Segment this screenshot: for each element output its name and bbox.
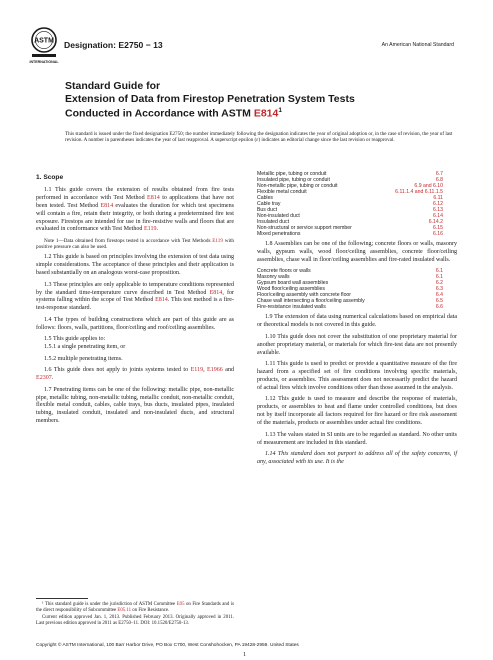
penetrating-item-row-section-link[interactable]: 6.14	[432, 212, 443, 219]
assembly-row-label: Masonry walls	[257, 273, 290, 280]
penetrating-item-row-section-link[interactable]: 6.12	[432, 200, 443, 207]
penetrating-item-row-section-link[interactable]: 6.13	[432, 206, 443, 213]
title-line-3	[65, 105, 365, 120]
assembly-row-label: Gypsum board wall assemblies	[257, 279, 329, 286]
penetrating-item-row-section-link[interactable]: 6.9 and 6.10	[414, 182, 443, 189]
para-1-1: 1.1 This guide covers the extension of results obtained from fire tests performed in accordance with Test Method E814 to applications that have not been tested. Test Method E814 evaluates the duration for which test specimens will contain a fire, retain their integrity, or both during a predetermined fire test exposure. Firestops are intended for use in fire-resistive walls and floors that are evaluated in conformance with Test Method E119.	[36, 186, 234, 233]
penetrating-item-row-section-link[interactable]: 6.14.2	[428, 218, 443, 225]
penetrating-item-row-label: Flexible metal conduit	[257, 188, 307, 195]
assembly-row	[257, 305, 457, 311]
para-1-6: 1.6 This guide does not apply to joints systems tested to E119, E1966 and E2307.	[36, 367, 234, 382]
penetrating-item-row-section-link[interactable]: 6.15	[432, 224, 443, 231]
title-line-3-text: Conducted in Accordance with ASTM	[65, 107, 254, 120]
penetrating-item-row-label: Non-metallic pipe, tubing or conduit	[257, 182, 338, 189]
para-1-12: 1.12 This guide is used to measure and describe the response of materials, products, or assemblies to heat and flame under controlled conditions, but does not by itself incorporate all factors required for fire hazard or fire risk assessment of the materials, products or assemblies under actual fire conditions.	[257, 396, 457, 427]
para-1-13: 1.13 The values stated in SI units are to be regarded as standard. No other units of measurement are included in this standard.	[257, 431, 457, 446]
para-1-14: 1.14 This standard does not purport to address all of the safety concerns, if any, associated with its use. It is the	[257, 451, 457, 465]
copyright-line: Copyright © ASTM International, 100 Barr Harbor Drive, PO Box C700, West Conshohocken, PA 19428-2959. United States	[36, 643, 299, 648]
page-number: 1	[243, 651, 247, 658]
e2307-link[interactable]: E2307	[36, 375, 52, 382]
e814-link[interactable]: E814	[147, 194, 160, 201]
penetrating-item-row-section-link[interactable]: 6.11	[433, 194, 443, 201]
penetrating-item-row-label: Non-structural or service support member	[257, 224, 352, 231]
e119-link[interactable]: E119	[143, 226, 157, 233]
footnotes	[36, 602, 234, 628]
e1966-link[interactable]: E1966	[207, 367, 223, 374]
assembly-row-section-link[interactable]: 6.3	[435, 285, 443, 292]
assembly-row-section-link[interactable]: 6.1	[435, 273, 443, 280]
penetrating-item-row-label: Insulated pipe, tubing or conduit	[257, 176, 330, 183]
e814-link[interactable]: E814	[253, 107, 279, 120]
document-title	[65, 80, 365, 120]
designation: Designation: E2750 − 13	[64, 40, 163, 50]
penetrating-item-row-section-link[interactable]: 6.7	[435, 171, 443, 177]
para-1-5-1: 1.5.1 a single penetrating item, or	[44, 344, 126, 351]
e814-link[interactable]: E814	[100, 202, 114, 209]
svg-text:INTERNATIONAL: INTERNATIONAL	[29, 60, 59, 64]
assembly-row-label: Concrete floors or walls	[257, 267, 311, 274]
assembly-row-label: Chase wall intersecting a floor/ceiling assembly	[257, 297, 365, 304]
para-1-10: 1.10 This guide does not cover the substitution of one proprietary material for another proprietary material, or materials for which fire-test data are not presently available.	[257, 333, 457, 356]
svg-text:ASTM: ASTM	[34, 37, 54, 45]
right-column	[257, 172, 457, 470]
assembly-row-section-link[interactable]: 6.5	[435, 297, 443, 304]
footnote-divider	[36, 598, 88, 599]
penetrating-items-table	[257, 172, 457, 237]
penetrating-item-row-section-link[interactable]: 6.8	[435, 176, 443, 183]
footnote-2: Current edition approved Jan. 1, 2013. Published February 2013. Originally approved in 2011. Last previous edition approved in 2011 as E2750–11. DOI: 10.1520/E2750-13.	[36, 615, 234, 626]
title-line-2: Extension of Data from Firestop Penetration System Tests	[65, 92, 355, 105]
e814-link[interactable]: E814	[209, 289, 223, 296]
para-1-3: 1.3 These principles are only applicable to temperature conditions represented by the standard time-temperature curve described in Test Method E814, for systems falling within the scope of Test Method E814. This test method is a fire-test-response standard.	[36, 281, 235, 312]
standard-org-label: An American National Standard	[381, 42, 454, 48]
para-1-8: 1.8 Assemblies can be one of the following; concrete floors or walls, masonry walls, gypsum walls, wood floor/ceiling assemblies, concrete floor/ceiling assemblies, chase wall in floor/ceiling assemblies and fire-rated insulated walls.	[257, 241, 457, 264]
para-1-7: 1.7 Penetrating items can be one of the following: metallic pipe, non-metallic pipe, metallic tubing, non-metallic tubing, metallic conduit, non-metallic conduit, flexible metal conduit, cables, cable trays, bus ducts, insulated pipes, insulated tubing, insulated conduit, insulated and non-insulated ducts, and structural members.	[36, 386, 234, 425]
assemblies-table	[257, 269, 457, 311]
issuance-statement: This standard is issued under the fixed designation E2750; the number immediately following the designation indicates the year of original adoption or, in the case of revision, the year of last revision. A number in parentheses indicates the year of last reapproval. A superscript epsilon (ε) indicates an editorial change since the last revision or reapproval.	[65, 131, 453, 144]
penetrating-item-row-label: Cables	[257, 194, 274, 201]
section-heading-scope: 1. Scope	[36, 174, 64, 181]
penetrating-item-row-label: Bus duct	[257, 206, 278, 213]
para-1-5-2: 1.5.2 multiple penetrating items.	[44, 355, 123, 362]
para-1-2: 1.2 This guide is based on principles involving the extension of test data using simple considerations. The acceptance of these principles and their application is based substantially on an analogous worst-case proposition.	[36, 254, 234, 277]
e05-link[interactable]: E05	[176, 602, 185, 607]
assembly-row-label: Wood floor/ceiling assemblies	[257, 285, 325, 292]
penetrating-item-row-label: Mixed penetrations	[257, 230, 301, 237]
title-footnote-mark: 1	[278, 107, 282, 114]
penetrating-item-row-label: Non-insulated duct	[257, 212, 300, 219]
penetrating-item-row-label: Cable tray	[257, 200, 281, 207]
e119-link[interactable]: E119	[212, 237, 223, 244]
penetrating-item-row-label: Insulated duct	[257, 218, 290, 225]
assembly-row-label: Floor/ceiling assembly with concrete floor	[257, 291, 351, 298]
e814-link[interactable]: E814	[155, 297, 168, 304]
penetrating-item-row-section-link[interactable]: 6.11.1.4 and 6.11.1.5	[395, 188, 443, 195]
assembly-row-section-link[interactable]: 6.6	[435, 303, 443, 310]
assembly-row-section-link[interactable]: 6.1	[435, 267, 443, 274]
para-1-4: 1.4 The types of building constructions which are part of this guide are as follows: floors, walls, partitions, floor/ceiling and roof/ceiling assemblies.	[36, 316, 234, 331]
para-1-9: 1.9 The extension of data using numerical calculations based on empirical data or theoretical models is not covered in this guide.	[257, 314, 457, 329]
assembly-row-section-link[interactable]: 6.2	[435, 279, 443, 286]
para-1-5: 1.5 This guide applies to:	[44, 336, 106, 343]
title-line-1: Standard Guide for	[65, 80, 161, 92]
penetrating-item-row-section-link[interactable]: 6.16	[432, 230, 443, 237]
penetrating-item-row	[257, 232, 457, 238]
note-1: Note 1—Data obtained from firestops tested in accordance with Test Methods E119 with positive pressure can also be used.	[36, 237, 234, 251]
astm-logo	[28, 27, 60, 71]
assembly-row-section-link[interactable]: 6.4	[435, 291, 443, 298]
penetrating-item-row-label: Metallic pipe, tubing or conduit	[257, 171, 327, 177]
left-column	[36, 172, 234, 430]
assembly-row-label: Fire-resistance insulated walls	[257, 303, 326, 310]
e119-link[interactable]: E119	[190, 367, 204, 374]
para-1-11: 1.11 This guide is used to predict or provide a quantitative measure of the fire hazard from a specified set of fire conditions involving specific materials, products, or assemblies. This assessment does not necessarily predict the hazard of actual fires which involve conditions other than those assumed in the analysis.	[257, 361, 457, 391]
footnote-1: ¹ This standard guide is under the jurisdiction of ASTM Committee E05 on Fire Standards and is the direct responsibility of Subcommittee E05.11 on Fire Resistance.	[36, 602, 234, 613]
e05-11-link[interactable]: E05.11	[117, 607, 132, 613]
